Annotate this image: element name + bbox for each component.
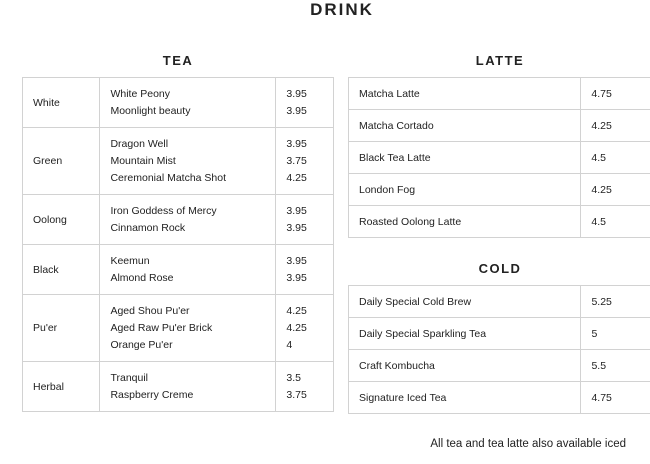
tea-item-name: Iron Goddess of Mercy (110, 204, 217, 217)
tea-item-price: 3.95 (286, 254, 307, 267)
tea-heading: TEA (162, 53, 194, 68)
tea-row (23, 295, 334, 362)
cold-item-price: 5 (581, 318, 650, 350)
tea-item-price: 4.25 (286, 171, 307, 184)
tea-prices-cell (276, 195, 334, 245)
latte-item-price: 4.25 (581, 174, 650, 206)
iced-availability-note: All tea and tea latte also available iced (430, 438, 626, 450)
tea-item-price: 3.95 (286, 104, 307, 117)
tea-table (22, 77, 334, 412)
latte-item-price: 4.5 (581, 142, 650, 174)
latte-row (349, 206, 650, 238)
tea-item-name: Moonlight beauty (110, 104, 191, 117)
tea-item-name: Dragon Well (110, 137, 169, 150)
tea-item-price: 3.95 (286, 87, 307, 100)
tea-item-price: 4 (286, 338, 293, 351)
latte-item-name: Roasted Oolong Latte (349, 206, 581, 238)
tea-item-name: Aged Raw Pu'er Brick (110, 321, 213, 334)
tea-item-name: Mountain Mist (110, 154, 176, 167)
tea-category: Oolong (23, 195, 100, 245)
cold-item-price: 4.75 (581, 382, 650, 414)
tea-item-name: Aged Shou Pu'er (110, 304, 190, 317)
tea-item-price: 4.25 (286, 321, 307, 334)
tea-names-cell (100, 195, 276, 245)
tea-item-name: Ceremonial Matcha Shot (110, 171, 227, 184)
tea-item-name: Cinnamon Rock (110, 221, 186, 234)
latte-heading: LATTE (475, 53, 525, 68)
tea-names-cell (100, 362, 276, 412)
cold-item-name: Daily Special Sparkling Tea (349, 318, 581, 350)
latte-item-name: Black Tea Latte (349, 142, 581, 174)
cold-row (349, 286, 650, 318)
tea-item-name: Almond Rose (110, 271, 174, 284)
tea-item-name: Orange Pu'er (110, 338, 173, 351)
cold-item-name: Daily Special Cold Brew (349, 286, 581, 318)
tea-names-cell (100, 295, 276, 362)
latte-row (349, 110, 650, 142)
tea-prices-cell (276, 245, 334, 295)
tea-names-cell (100, 245, 276, 295)
tea-category: Pu'er (23, 295, 100, 362)
latte-item-price: 4.25 (581, 110, 650, 142)
tea-item-name: White Peony (110, 87, 170, 100)
latte-item-price: 4.75 (581, 78, 650, 110)
tea-category: Black (23, 245, 100, 295)
latte-row (349, 142, 650, 174)
tea-item-name: Tranquil (110, 371, 149, 384)
cold-table (348, 285, 650, 414)
tea-item-price: 3.5 (286, 371, 301, 384)
tea-prices-cell (276, 295, 334, 362)
tea-category: White (23, 78, 100, 128)
cold-row (349, 318, 650, 350)
cold-item-name: Signature Iced Tea (349, 382, 581, 414)
tea-item-price: 4.25 (286, 304, 307, 317)
tea-item-name: Keemun (110, 254, 150, 267)
latte-table (348, 77, 650, 238)
tea-item-price: 3.75 (286, 154, 307, 167)
tea-row (23, 195, 334, 245)
tea-item-name: Raspberry Creme (110, 388, 194, 401)
tea-prices-cell (276, 128, 334, 195)
latte-item-name: Matcha Latte (349, 78, 581, 110)
cold-item-name: Craft Kombucha (349, 350, 581, 382)
tea-names-cell (100, 78, 276, 128)
cold-heading: COLD (478, 261, 522, 276)
menu-title: DRINK (310, 0, 374, 19)
tea-names-cell (100, 128, 276, 195)
latte-item-name: Matcha Cortado (349, 110, 581, 142)
tea-row (23, 245, 334, 295)
cold-item-price: 5.25 (581, 286, 650, 318)
tea-item-price: 3.75 (286, 388, 307, 401)
tea-prices-cell (276, 362, 334, 412)
tea-prices-cell (276, 78, 334, 128)
latte-item-price: 4.5 (581, 206, 650, 238)
cold-item-price: 5.5 (581, 350, 650, 382)
cold-row (349, 382, 650, 414)
tea-item-price: 3.95 (286, 204, 307, 217)
tea-item-price: 3.95 (286, 271, 307, 284)
tea-item-price: 3.95 (286, 137, 307, 150)
tea-category: Herbal (23, 362, 100, 412)
latte-item-name: London Fog (349, 174, 581, 206)
tea-row (23, 362, 334, 412)
tea-item-price: 3.95 (286, 221, 307, 234)
tea-category: Green (23, 128, 100, 195)
latte-row (349, 174, 650, 206)
tea-row (23, 128, 334, 195)
tea-row (23, 78, 334, 128)
cold-row (349, 350, 650, 382)
latte-row (349, 78, 650, 110)
